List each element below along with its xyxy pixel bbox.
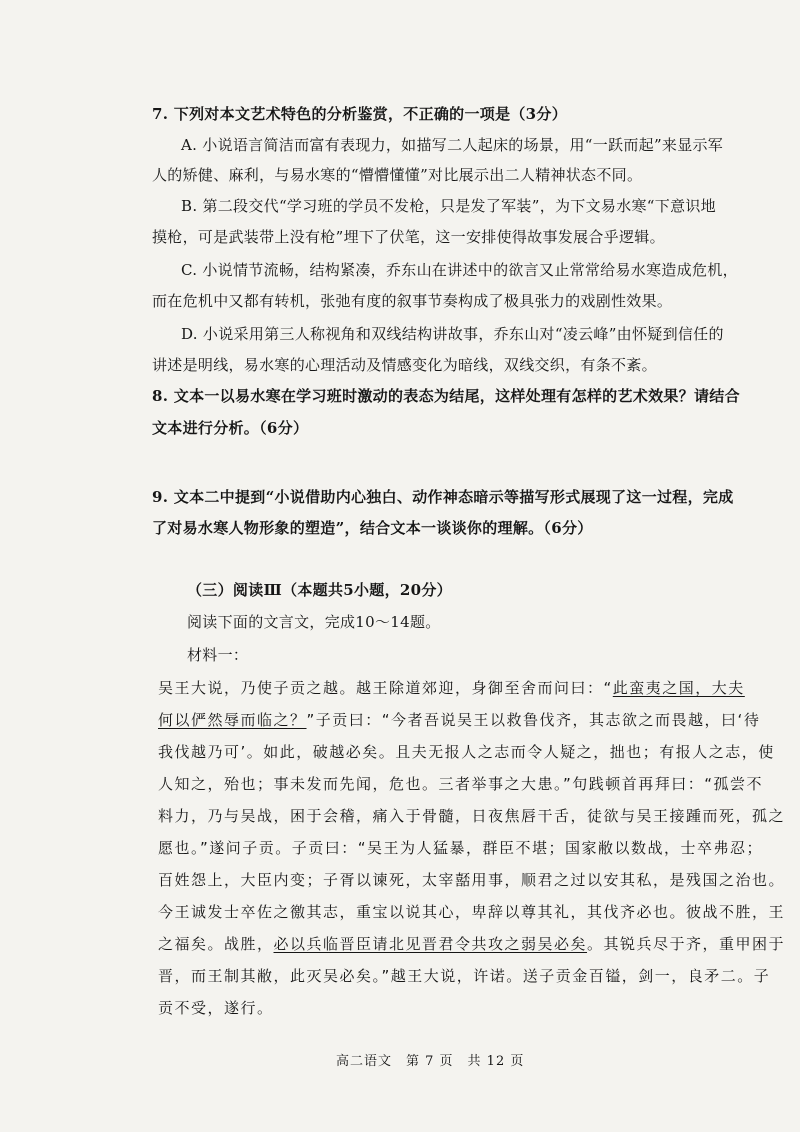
underlined-phrase-1b: 何以俨然辱而临之？: [158, 711, 307, 729]
q7-option-d-line1: D. 小说采用第三人称视角和双线结构讲故事，乔东山对“凌云峰”由怀疑到信任的: [181, 325, 724, 343]
underlined-phrase-1a: 此蛮夷之国，大夫: [612, 679, 745, 697]
q9-line2: 了对易水寒人物形象的塑造”，结合文本一谈谈你的理解。（6分）: [152, 519, 593, 537]
passage-line-8: 今王诚发士卒佐之徼其志，重宝以说其心，卑辞以尊其礼，其伐齐必也。彼战不胜，王: [158, 903, 786, 921]
q7-option-a-line1: A. 小说语言简洁而富有表现力，如描写二人起床的场景，用“一跃而起”来显示军: [181, 136, 724, 154]
q7-option-d-line2: 讲述是明线，易水寒的心理活动及情感变化为暗线，双线交织，有条不紊。: [152, 356, 657, 374]
passage-line-2: [158, 710, 760, 730]
page-footer: 高二语文 第 7 页 共 12 页: [336, 1054, 525, 1069]
q7-option-c-line1: C. 小说情节流畅，结构紧凑，乔东山在讲述中的欲言又止常常给易水寒造成危机，: [181, 261, 738, 279]
passage-line-1-text: 吴王大说，乃使子贡之越。越王除道郊迎，身御至舍而问曰：“: [158, 679, 613, 697]
passage-line-9-post: 。其锐兵尽于齐，重甲困于: [587, 935, 786, 953]
q7-option-b-line2: 摸枪，可是武装带上没有枪”埋下了伏笔，这一安排使得故事发展合乎逻辑。: [152, 228, 665, 246]
passage-line-5: 料力，乃与吴战，困于会稽，痛入于骨髓，日夜焦唇干舌，徒欲与吴王接踵而死，孤之: [158, 807, 786, 825]
passage-line-3: 我伐越乃可’。如此，破越必矣。且夫无报人之志而令人疑之，拙也；有报人之志，使: [158, 743, 775, 761]
passage-line-10: 晋，而王制其敝，此灭吴必矣。”越王大说，许诺。送子贡金百镒，剑一，良矛二。子: [158, 967, 771, 985]
passage-line-7: 百姓怨上，大臣内变；子胥以谏死，太宰嚭用事，顺君之过以安其私，是残国之治也。: [158, 871, 786, 889]
q7-option-a-line2: 人的矫健、麻利，与易水寒的“懵懵懂懂”对比展示出二人精神状态不同。: [152, 166, 643, 184]
q9-line1: 9. 文本二中提到“小说借助内心独白、动作神态暗示等描写形式展现了这一过程，完成: [152, 488, 734, 506]
passage-line-9-pre: 之福矣。战胜，: [158, 935, 274, 953]
q8-line2: 文本进行分析。（6分）: [152, 419, 309, 437]
material-label: 材料一：: [187, 646, 249, 664]
passage-line-11: 贡不受，遂行。: [158, 999, 274, 1017]
q8-line1: 8. 文本一以易水寒在学习班时激动的表态为结尾，这样处理有怎样的艺术效果？请结合: [152, 387, 740, 405]
q7-option-b-line1: B. 第二段交代“学习班的学员不发枪，只是发了军装”，为下文易水寒“下意识地: [181, 197, 716, 215]
passage-line-4: 人知之，殆也；事未发而先闻，危也。三者举事之大患。”句践顿首再拜曰：“孤尝不: [158, 775, 764, 793]
q7-stem: 7. 下列对本文艺术特色的分析鉴赏，不正确的一项是（3分）: [152, 105, 568, 123]
passage-line-2-text: ”子贡曰：“今者吾说吴王以救鲁伐齐，其志欲之而畏越，曰‘待: [306, 711, 761, 729]
passage-line-9: [158, 934, 785, 954]
passage-line-1: [158, 678, 745, 698]
section3-instruction: 阅读下面的文言文，完成10～14题。: [187, 613, 441, 631]
section3-heading: （三）阅读Ⅲ（本题共5小题，20分）: [187, 581, 452, 599]
passage-line-6: 愿也。”遂问子贡。子贡曰：“吴王为人猛暴，群臣不堪；国家敝以数战，士卒弗忍；: [158, 839, 764, 857]
underlined-phrase-2: 必以兵临晋臣请北见晋君令共攻之弱吴必矣: [273, 935, 588, 953]
q7-option-c-line2: 而在危机中又都有转机，张弛有度的叙事节奏构成了极具张力的戏剧性效果。: [152, 292, 673, 310]
